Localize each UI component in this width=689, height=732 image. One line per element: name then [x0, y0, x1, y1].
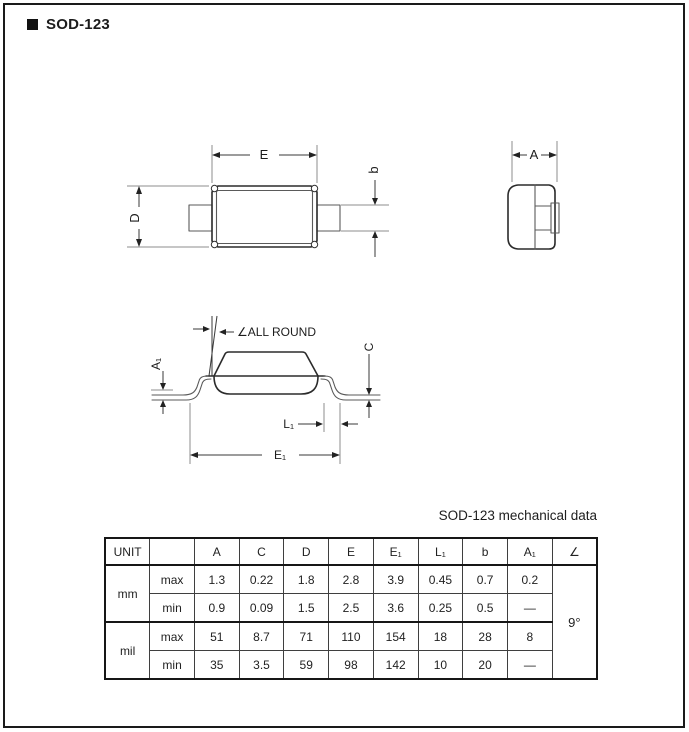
table-row — [105, 565, 597, 594]
dim-b — [341, 166, 389, 257]
side-view-body-top — [214, 352, 318, 376]
dim-label-L1: L₁ — [283, 417, 294, 431]
value-cell-5: 0.25 — [418, 594, 463, 623]
column-header-4: E₁ — [373, 538, 418, 565]
dim-label-E: E — [259, 147, 269, 162]
column-header-6: b — [463, 538, 508, 565]
table-row — [105, 622, 597, 651]
value-cell-6: 0.7 — [463, 565, 508, 594]
value-cell-2: 1.5 — [284, 594, 329, 623]
dim-A — [512, 141, 557, 182]
corner-mark — [311, 185, 317, 191]
value-cell-0: 0.9 — [194, 594, 239, 623]
column-header-0: A — [194, 538, 239, 565]
value-cell-4: 3.6 — [373, 594, 418, 623]
value-cell-3: 2.8 — [329, 565, 374, 594]
dim-C — [362, 342, 376, 418]
mech-table-body — [105, 538, 597, 679]
unit-cell: mil — [105, 622, 150, 679]
value-cell-4: 3.9 — [373, 565, 418, 594]
dim-label-D: D — [127, 213, 142, 223]
value-cell-3: 110 — [329, 622, 374, 651]
dim-label-b: b — [366, 166, 381, 174]
top-view-diagram — [127, 145, 389, 257]
column-header-3: E — [329, 538, 374, 565]
corner-mark — [211, 185, 217, 191]
limit-cell: min — [150, 594, 195, 623]
value-cell-0: 35 — [194, 651, 239, 680]
dim-D — [127, 186, 209, 247]
top-view-left-lead — [189, 205, 212, 231]
value-cell-5: 0.45 — [418, 565, 463, 594]
column-header-1: C — [239, 538, 284, 565]
dim-label-A: A — [529, 147, 539, 162]
value-cell-7: — — [507, 594, 552, 623]
end-view-diagram — [508, 141, 559, 249]
table-header-row — [105, 538, 597, 565]
dim-label-A1: A₁ — [149, 357, 163, 371]
value-cell-1: 0.22 — [239, 565, 284, 594]
dim-label-E1: E₁ — [273, 448, 287, 462]
column-header-5: L₁ — [418, 538, 463, 565]
value-cell-1: 3.5 — [239, 651, 284, 680]
value-cell-6: 20 — [463, 651, 508, 680]
corner-mark — [311, 241, 317, 247]
value-cell-2: 59 — [284, 651, 329, 680]
dim-A1 — [149, 358, 173, 414]
value-cell-5: 18 — [418, 622, 463, 651]
dim-E — [212, 145, 317, 183]
value-cell-3: 98 — [329, 651, 374, 680]
unit-header-cell: UNIT — [105, 538, 150, 565]
corner-mark — [211, 241, 217, 247]
value-cell-2: 71 — [284, 622, 329, 651]
value-cell-7: — — [507, 651, 552, 680]
dim-all-round-angle — [193, 316, 316, 376]
mech-table — [104, 537, 598, 680]
unit-cell: mm — [105, 565, 150, 622]
side-view-body-bottom — [214, 376, 318, 394]
value-cell-7: 0.2 — [507, 565, 552, 594]
value-cell-0: 51 — [194, 622, 239, 651]
value-cell-5: 10 — [418, 651, 463, 680]
value-cell-1: 8.7 — [239, 622, 284, 651]
column-header-7: A₁ — [507, 538, 552, 565]
value-cell-3: 2.5 — [329, 594, 374, 623]
top-view-body-inner — [217, 191, 313, 244]
value-cell-7: 8 — [507, 622, 552, 651]
top-view-body — [212, 186, 317, 247]
value-cell-2: 1.8 — [284, 565, 329, 594]
page-title-text: SOD-123 — [46, 16, 110, 33]
value-cell-4: 142 — [373, 651, 418, 680]
table-row — [105, 651, 597, 680]
column-header-8: ∠ — [552, 538, 597, 565]
limit-cell: max — [150, 622, 195, 651]
value-cell-1: 0.09 — [239, 594, 284, 623]
limit-cell: max — [150, 565, 195, 594]
angle-value-cell: 9° — [552, 565, 597, 679]
all-round-label: ∠ALL ROUND — [237, 325, 316, 339]
top-view-right-lead — [317, 205, 340, 231]
end-view-body — [508, 185, 555, 249]
value-cell-4: 154 — [373, 622, 418, 651]
limit-header-cell — [150, 538, 195, 565]
table-row — [105, 594, 597, 623]
value-cell-0: 1.3 — [194, 565, 239, 594]
column-header-2: D — [284, 538, 329, 565]
dim-E1 — [190, 403, 340, 464]
dim-label-C: C — [362, 342, 376, 352]
side-view-diagram — [149, 316, 380, 464]
value-cell-6: 28 — [463, 622, 508, 651]
limit-cell: min — [150, 651, 195, 680]
value-cell-6: 0.5 — [463, 594, 508, 623]
table-title: SOD-123 mechanical data — [438, 508, 597, 523]
